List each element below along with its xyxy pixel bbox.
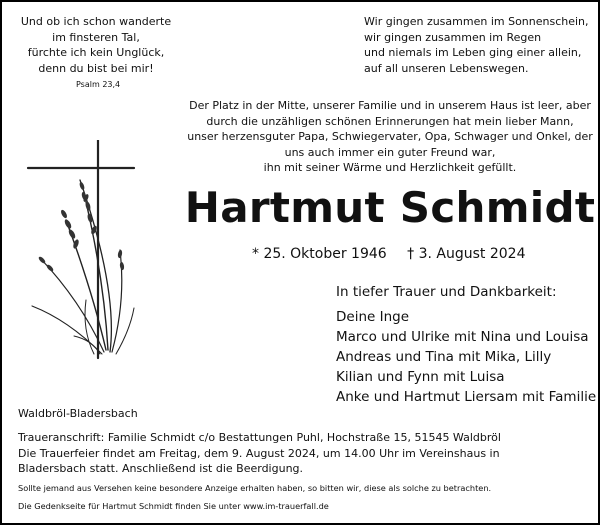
tribute-line: durch die unzähligen schönen Erinnerungen hat mein lieber Mann, (206, 114, 574, 128)
mourner-line: Andreas und Tina mit Mika, Lilly (336, 349, 552, 365)
poem-line: wir gingen zusammen im Regen (364, 30, 542, 44)
tribute-text (182, 98, 598, 176)
location: Waldbröl-Bladersbach (18, 407, 138, 420)
details-line: Traueranschrift: Familie Schmidt c/o Bestattungen Puhl, Hochstraße 15, 51545 Waldbröl (18, 431, 501, 444)
tribute-line: unser herzensguter Papa, Schwiegervater, Opa, Schwager und Onkel, der (187, 130, 593, 143)
psalm-line: fürchte ich kein Unglück, (27, 46, 165, 59)
life-dates (252, 246, 552, 262)
mourner-line: Kilian und Fynn mit Luisa (336, 369, 505, 385)
details-line: Die Trauerfeier findet am Freitag, dem 9. August 2024, um 14.00 Uhr im Vereinshaus in (18, 446, 500, 460)
cross-with-wheat-icon-graphic (22, 140, 142, 362)
poem-line: auf all unseren Lebenswegen. (364, 61, 529, 75)
death-date: † 3. August 2024 (407, 246, 526, 262)
tribute-line: Der Platz in der Mitte, unserer Familie und in unserem Haus ist leer, aber (189, 99, 591, 112)
funeral-details (18, 430, 501, 477)
tribute-line: uns auch immer ein guter Freund war, (284, 145, 496, 159)
psalm-line: Und ob ich schon wanderte (20, 15, 172, 28)
mourner-line: Anke und Hartmut Liersam mit Familie (336, 389, 597, 405)
details-line: Bladersbach statt. Anschließend ist die Beerdigung. (18, 462, 304, 475)
psalm-line: denn du bist bei mir! (38, 61, 154, 75)
psalm-verse (16, 14, 176, 76)
psalm-line: im finsteren Tal, (52, 30, 140, 44)
mourners-list (336, 282, 596, 407)
cross-with-wheat-icon (22, 140, 142, 366)
notice-disclaimer: Sollte jemand aus Versehen keine besondere Anzeige erhalten haben, so bitten wir, diese als solche zu betrachten. (18, 483, 492, 493)
mourner-line: Marco und Ulrike mit Nina und Louisa (336, 329, 589, 345)
mourners-intro: In tiefer Trauer und Dankbarkeit: (336, 284, 557, 300)
memorial-website: Die Gedenkseite für Hartmut Schmidt finden Sie unter www.im-trauerfall.de (18, 501, 329, 511)
birth-date: * 25. Oktober 1946 (252, 246, 387, 262)
poem-line: und niemals im Leben ging einer allein, (364, 46, 582, 59)
tribute-line: ihn mit seiner Wärme und Herzlichkeit gefüllt. (263, 161, 517, 174)
psalm-reference: Psalm 23,4 (76, 80, 121, 89)
mourner-line: Deine Inge (336, 309, 410, 325)
deceased-name: Hartmut Schmidt (184, 183, 596, 232)
poem (364, 14, 589, 76)
poem-line: Wir gingen zusammen im Sonnenschein, (364, 15, 589, 28)
